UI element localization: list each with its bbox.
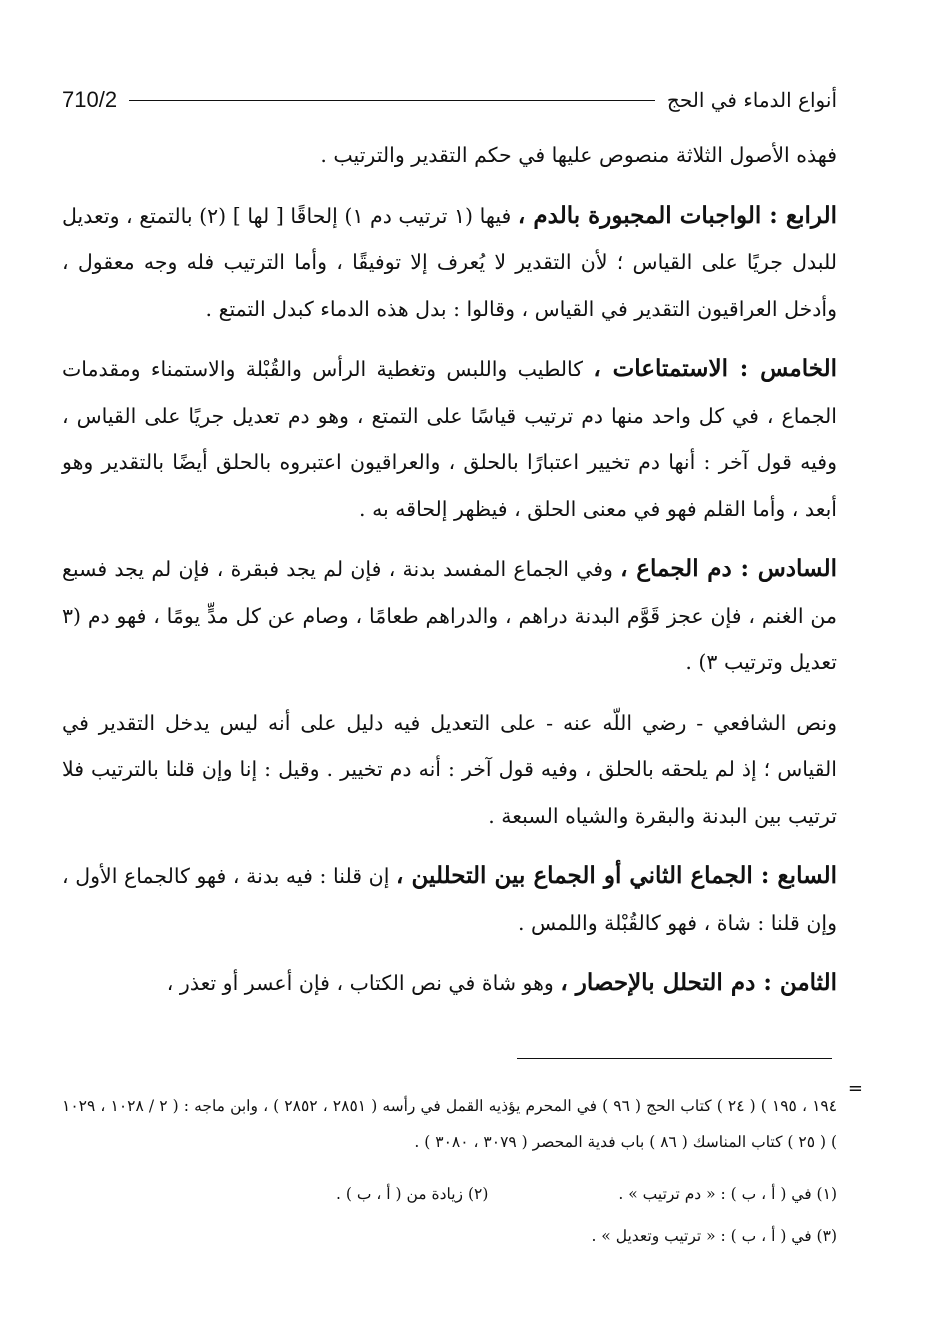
paragraph-text: فهذه الأصول الثلاثة منصوص عليها في حكم التقدير والترتيب .	[320, 143, 837, 167]
footnote-separator	[517, 1058, 832, 1059]
section-heading: الرابع : الواجبات المجبورة بالدم ،	[517, 201, 837, 229]
paragraph-seventh	[62, 853, 837, 946]
paragraph-shafii	[62, 700, 837, 840]
section-heading: السادس : دم الجماع ،	[620, 555, 837, 582]
section-heading: الخامس : الاستمتاعات ،	[593, 355, 837, 382]
paragraph-text: كالطيب واللبس وتغطية الرأس والقُبْلة والاستمناء ومقدمات الجماع ، في كل واحد منها دم ترتيب قياسًا على التمتع ، وهو دم تعديل جريًا على القياس ، وفيه قول آخر : أنها دم تخيير اعتبارًا بالحلق ، والعراقيون اعتبروه بالحلق أيضًا بالتقدير وهو أبعد ، وأما القلم فهو في معنى الحلق ، فيظهر إلحاقه به .	[62, 357, 837, 521]
footnote-row	[62, 1176, 837, 1212]
paragraph-fourth	[62, 193, 837, 333]
paragraph-intro	[62, 132, 837, 179]
paragraph-sixth	[62, 546, 837, 686]
footnotes	[62, 1088, 837, 1254]
main-text	[62, 132, 837, 1021]
running-title: أنواع الدماء في الحج	[666, 88, 837, 112]
paragraph-fifth	[62, 346, 837, 532]
paragraph-text: فيها (١ ترتيب دم ١) إلحاقًا [ لها ] (٢) بالتمتع ، وتعديل للبدل جريًا على القياس ؛ لأن التقدير لا يُعرف إلا توفيقًا ، وأما الترتيب فله وجه معقول ، وأدخل العراقيون التقدير في القياس ، وقالوا : بدل هذه الدماء كبدل التمتع .	[62, 203, 837, 321]
paragraph-text: ونص الشافعي - رضي اللّه عنه - على التعديل فيه دليل على أنه ليس يدخل التقدير في القياس ؛ إذ لم يلحقه بالحلق ، وفيه قول آخر : أنه دم تخيير . وقيل : إنا وإن قلنا بالترتيب فلا ترتيب بين البدنة والبقرة والشياه السبعة .	[62, 710, 837, 828]
footnote-continuation-marker: =	[847, 1078, 863, 1099]
header-rule	[129, 100, 655, 101]
paragraph-text: وهو شاة في نص الكتاب ، فإن أعسر أو تعذر ،	[166, 971, 554, 995]
paragraph-text: إن قلنا : فيه بدنة ، فهو كالجماع الأول ، وإن قلنا : شاة ، فهو كالقُبْلة واللمس .	[62, 864, 837, 935]
paragraph-eighth	[62, 960, 837, 1007]
footnote-continuation: ١٩٤ ، ١٩٥ ) ( ٢٤ ) كتاب الحج ( ٩٦ ) في المحرم يؤذيه القمل في رأسه ( ٢٨٥١ ، ٢٨٥٢ ) ، وابن ماجه : ( ٢ / ١٠٢٨ ، ١٠٢٩ ) ( ٢٥ ) كتاب المناسك ( ٨٦ ) باب فدية المحصر ( ٣٠٧٩ ، ٣٠٨٠ ) .	[62, 1097, 838, 1151]
section-heading: الثامن : دم التحلل بالإحصار ،	[560, 969, 837, 996]
page-header	[62, 80, 837, 120]
page-number: 710/2	[62, 87, 118, 112]
footnote-3: (٣) في ( أ ، ب ) : « ترتيب وتعديل » .	[591, 1227, 837, 1245]
section-heading: السابع : الجماع الثاني أو الجماع بين التحللين ،	[396, 862, 837, 889]
footnote-2: (٢) زيادة من ( أ ، ب ) .	[335, 1185, 489, 1203]
footnote-1: (١) في ( أ ، ب ) : « دم ترتيب » .	[618, 1185, 837, 1203]
paragraph-text: وفي الجماع المفسد بدنة ، فإن لم يجد فبقرة ، فإن لم يجد فسبع من الغنم ، فإن عجز قَوَّم البدنة دراهم ، والدراهم طعامًا ، وصام عن كل مدٍّ يومًا ، فهو دم (٣ تعديل وترتيب ٣) .	[62, 557, 837, 674]
